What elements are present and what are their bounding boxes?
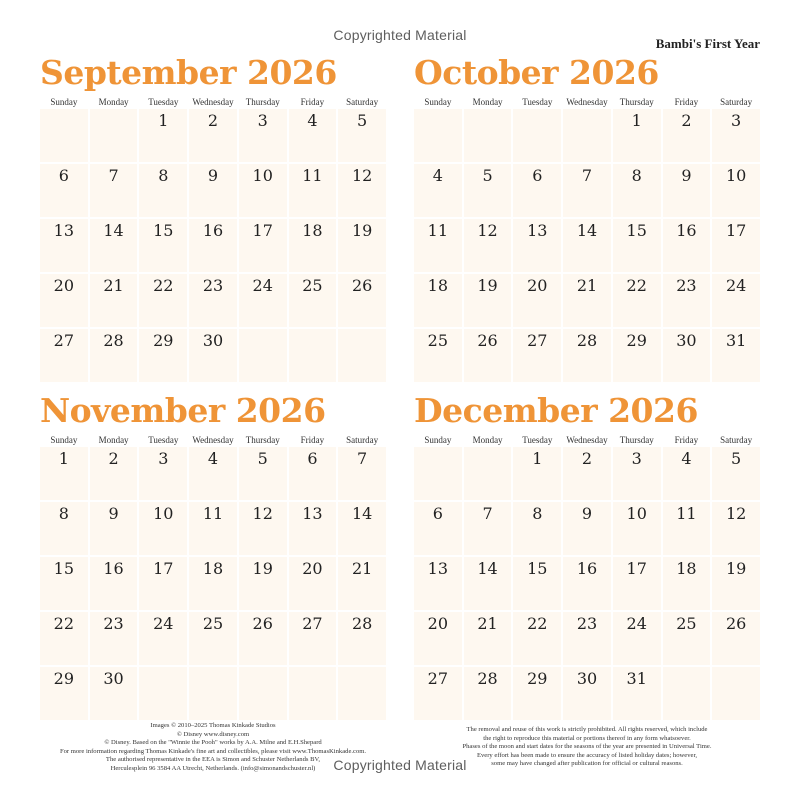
- day-cell: 17: [239, 219, 287, 272]
- day-cell: 24: [613, 612, 661, 665]
- day-cell: [289, 329, 337, 382]
- day-cell: 23: [189, 274, 237, 327]
- day-cell: 20: [289, 557, 337, 610]
- day-cell: 14: [338, 502, 386, 555]
- day-cell: 24: [712, 274, 760, 327]
- weekday-header-row: [40, 433, 386, 447]
- day-cell: 6: [289, 447, 337, 500]
- weekday-label: Tuesday: [148, 435, 179, 445]
- day-cell: 20: [513, 274, 561, 327]
- day-cell: 2: [90, 447, 138, 500]
- day-cell: 3: [139, 447, 187, 500]
- weekday-label: Monday: [98, 435, 129, 445]
- day-cell: 11: [414, 219, 462, 272]
- day-cell: 11: [663, 502, 711, 555]
- day-cell: 12: [338, 164, 386, 217]
- day-cell: [90, 109, 138, 162]
- day-cell: 9: [189, 164, 237, 217]
- day-cell: 17: [712, 219, 760, 272]
- day-cell: 6: [40, 164, 88, 217]
- footnote-line: some may have changed after publication for official or cultural reasons.: [491, 760, 683, 768]
- day-cell: 9: [90, 502, 138, 555]
- weekday-label: Saturday: [720, 435, 753, 445]
- day-cell: 21: [464, 612, 512, 665]
- weekday-label: Wednesday: [192, 97, 234, 107]
- calendar-collection-title: Bambi's First Year: [655, 36, 760, 51]
- day-cell: 19: [464, 274, 512, 327]
- day-cell: 26: [338, 274, 386, 327]
- day-cell: [40, 109, 88, 162]
- day-cell: [338, 667, 386, 720]
- day-cell: 24: [239, 274, 287, 327]
- month-title: December 2026: [414, 391, 698, 430]
- day-cell: [563, 109, 611, 162]
- day-cell: 25: [414, 329, 462, 382]
- day-cell: 18: [663, 557, 711, 610]
- day-cell: 29: [513, 667, 561, 720]
- day-grid: [414, 447, 760, 720]
- weekday-label: Monday: [472, 97, 503, 107]
- day-cell: 26: [239, 612, 287, 665]
- day-cell: 26: [464, 329, 512, 382]
- day-cell: [338, 329, 386, 382]
- weekday-label: Sunday: [424, 97, 452, 107]
- day-cell: 28: [563, 329, 611, 382]
- day-cell: 22: [40, 612, 88, 665]
- day-cell: 10: [239, 164, 287, 217]
- day-cell: 7: [563, 164, 611, 217]
- day-cell: 10: [139, 502, 187, 555]
- day-cell: 8: [513, 502, 561, 555]
- day-cell: [189, 667, 237, 720]
- weekday-label: Thursday: [245, 435, 280, 445]
- day-cell: 18: [289, 219, 337, 272]
- day-cell: 20: [40, 274, 88, 327]
- day-cell: 3: [239, 109, 287, 162]
- day-cell: 7: [338, 447, 386, 500]
- day-cell: 20: [414, 612, 462, 665]
- weekday-label: Thursday: [619, 435, 654, 445]
- day-cell: 6: [513, 164, 561, 217]
- day-cell: 4: [414, 164, 462, 217]
- day-cell: 13: [414, 557, 462, 610]
- footnote-line: Phases of the moon and start dates for the seasons of the year are presented in Universal Time.: [462, 743, 712, 751]
- day-cell: 15: [139, 219, 187, 272]
- day-cell: 6: [414, 502, 462, 555]
- day-cell: [414, 109, 462, 162]
- footnote-line: For more information regarding Thomas Kinkade's fine art and collectibles, please visit www.ThomasKinkade.com.: [59, 747, 367, 755]
- day-cell: 22: [613, 274, 661, 327]
- day-cell: 18: [414, 274, 462, 327]
- day-grid: [414, 109, 760, 382]
- day-cell: 31: [613, 667, 661, 720]
- day-cell: 30: [563, 667, 611, 720]
- day-cell: 17: [139, 557, 187, 610]
- day-cell: 16: [563, 557, 611, 610]
- footnote-line: © Disney www.disney.com: [176, 730, 250, 738]
- day-cell: 11: [289, 164, 337, 217]
- day-cell: 23: [90, 612, 138, 665]
- day-cell: 30: [90, 667, 138, 720]
- month-october: [414, 52, 760, 382]
- day-cell: 30: [663, 329, 711, 382]
- day-cell: 1: [513, 447, 561, 500]
- weekday-label: Sunday: [50, 435, 78, 445]
- day-grid: [40, 447, 386, 720]
- day-cell: 5: [239, 447, 287, 500]
- footnote-line: The removal and reuse of this work is strictly prohibited. All rights reserved, which include: [466, 726, 708, 733]
- day-cell: 19: [239, 557, 287, 610]
- day-cell: 27: [414, 667, 462, 720]
- day-cell: 13: [513, 219, 561, 272]
- day-cell: 9: [663, 164, 711, 217]
- day-cell: 9: [563, 502, 611, 555]
- day-cell: [289, 667, 337, 720]
- footnote-line: Images © 2010–2025 Thomas Kinkade Studios: [150, 722, 276, 729]
- day-cell: 16: [90, 557, 138, 610]
- day-cell: 22: [139, 274, 187, 327]
- weekday-label: Friday: [674, 435, 699, 445]
- day-cell: 15: [613, 219, 661, 272]
- day-cell: 3: [712, 109, 760, 162]
- weekday-label: Sunday: [424, 435, 452, 445]
- day-cell: 27: [513, 329, 561, 382]
- footnote-line: the right to reproduce this material or portions thereof in any form whatsoever.: [483, 734, 691, 742]
- weekday-label: Friday: [674, 97, 699, 107]
- day-cell: 15: [513, 557, 561, 610]
- weekday-label: Friday: [300, 435, 325, 445]
- day-cell: [414, 447, 462, 500]
- day-cell: 1: [613, 109, 661, 162]
- day-cell: [464, 109, 512, 162]
- weekday-header-row: [40, 95, 386, 109]
- day-cell: 10: [613, 502, 661, 555]
- day-cell: 27: [40, 329, 88, 382]
- day-cell: 31: [712, 329, 760, 382]
- day-cell: 14: [90, 219, 138, 272]
- footnote-line: The authorised representative in the EEA is Simon and Schuster Netherlands BV,: [105, 756, 321, 764]
- day-cell: 28: [338, 612, 386, 665]
- day-cell: 21: [338, 557, 386, 610]
- day-cell: 3: [613, 447, 661, 500]
- day-cell: [712, 667, 760, 720]
- day-cell: 23: [563, 612, 611, 665]
- day-cell: 2: [563, 447, 611, 500]
- weekday-label: Sunday: [50, 97, 78, 107]
- weekday-header-row: [414, 95, 760, 109]
- footnote-line: Herculesplein 96 3584 AA Utrecht, Netherlands. (info@simonandschuster.nl): [110, 764, 316, 772]
- day-cell: 1: [139, 109, 187, 162]
- weekday-label: Tuesday: [522, 435, 553, 445]
- day-cell: 1: [40, 447, 88, 500]
- watermark-bottom: Copyrighted Material: [333, 757, 467, 773]
- weekday-label: Saturday: [720, 97, 753, 107]
- day-cell: [663, 667, 711, 720]
- month-title: September 2026: [40, 53, 337, 92]
- weekday-label: Wednesday: [192, 435, 234, 445]
- day-cell: 28: [90, 329, 138, 382]
- day-cell: 4: [289, 109, 337, 162]
- day-cell: [513, 109, 561, 162]
- day-cell: 29: [139, 329, 187, 382]
- weekday-label: Thursday: [619, 97, 654, 107]
- day-cell: [239, 329, 287, 382]
- day-cell: 11: [189, 502, 237, 555]
- day-cell: [464, 447, 512, 500]
- day-cell: 13: [40, 219, 88, 272]
- footnote-line: © Disney. Based on the "Winnie the Pooh" works by A.A. Milne and E.H.Shepard: [104, 739, 322, 747]
- day-cell: [239, 667, 287, 720]
- weekday-label: Wednesday: [566, 97, 608, 107]
- day-cell: 8: [613, 164, 661, 217]
- weekday-label: Monday: [472, 435, 503, 445]
- day-cell: 8: [139, 164, 187, 217]
- day-cell: 24: [139, 612, 187, 665]
- day-cell: 30: [189, 329, 237, 382]
- month-title: November 2026: [40, 391, 326, 430]
- month-september: [40, 52, 386, 382]
- day-cell: 5: [464, 164, 512, 217]
- month-title: October 2026: [414, 53, 659, 92]
- day-cell: 14: [464, 557, 512, 610]
- day-cell: 12: [239, 502, 287, 555]
- day-cell: 4: [189, 447, 237, 500]
- weekday-label: Friday: [300, 97, 325, 107]
- day-cell: 8: [40, 502, 88, 555]
- weekday-label: Tuesday: [522, 97, 553, 107]
- day-cell: 18: [189, 557, 237, 610]
- weekday-label: Tuesday: [148, 97, 179, 107]
- day-cell: 26: [712, 612, 760, 665]
- day-cell: 19: [712, 557, 760, 610]
- day-grid: [40, 109, 386, 382]
- day-cell: 12: [712, 502, 760, 555]
- weekday-label: Thursday: [245, 97, 280, 107]
- day-cell: 2: [189, 109, 237, 162]
- day-cell: 27: [289, 612, 337, 665]
- month-december: [414, 390, 760, 720]
- day-cell: 7: [464, 502, 512, 555]
- weekday-header-row: [414, 433, 760, 447]
- day-cell: 5: [338, 109, 386, 162]
- weekday-label: Saturday: [346, 97, 379, 107]
- day-cell: 25: [189, 612, 237, 665]
- day-cell: 29: [40, 667, 88, 720]
- day-cell: 17: [613, 557, 661, 610]
- day-cell: 16: [189, 219, 237, 272]
- day-cell: 21: [90, 274, 138, 327]
- day-cell: 21: [563, 274, 611, 327]
- day-cell: 14: [563, 219, 611, 272]
- day-cell: [139, 667, 187, 720]
- day-cell: 25: [663, 612, 711, 665]
- day-cell: 5: [712, 447, 760, 500]
- day-cell: 25: [289, 274, 337, 327]
- weekday-label: Saturday: [346, 435, 379, 445]
- day-cell: 23: [663, 274, 711, 327]
- watermark-top: Copyrighted Material: [333, 27, 467, 43]
- day-cell: 12: [464, 219, 512, 272]
- day-cell: 10: [712, 164, 760, 217]
- day-cell: 15: [40, 557, 88, 610]
- day-cell: 28: [464, 667, 512, 720]
- day-cell: 22: [513, 612, 561, 665]
- footnote-line: Every effort has been made to ensure the accuracy of listed holiday dates; however,: [476, 751, 698, 759]
- day-cell: 2: [663, 109, 711, 162]
- day-cell: 13: [289, 502, 337, 555]
- weekday-label: Wednesday: [566, 435, 608, 445]
- day-cell: 4: [663, 447, 711, 500]
- month-november: [40, 390, 386, 720]
- weekday-label: Monday: [98, 97, 129, 107]
- day-cell: 7: [90, 164, 138, 217]
- day-cell: 16: [663, 219, 711, 272]
- day-cell: 19: [338, 219, 386, 272]
- day-cell: 29: [613, 329, 661, 382]
